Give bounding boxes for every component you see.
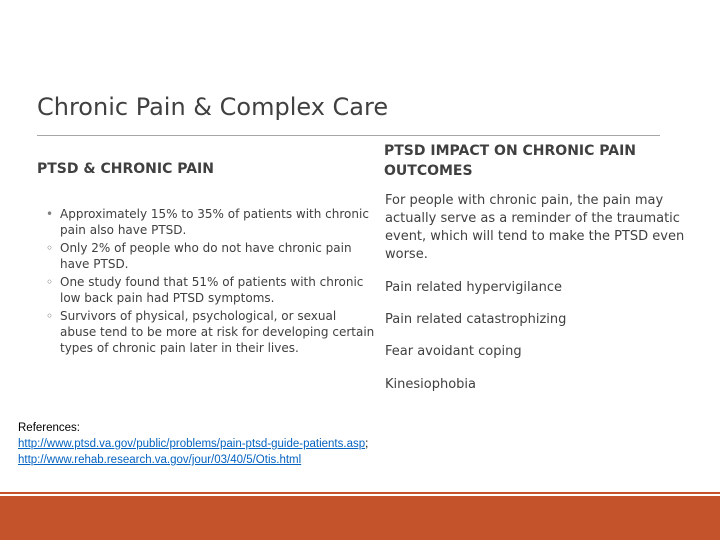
left-bullet-list bbox=[46, 206, 376, 358]
references-line-1 bbox=[18, 436, 708, 452]
footer-accent-line bbox=[0, 492, 720, 494]
references-block bbox=[18, 420, 708, 468]
slide-title: Chronic Pain & Complex Care bbox=[37, 93, 389, 121]
list-item bbox=[46, 240, 376, 272]
reference-link-1[interactable]: http://www.ptsd.va.gov/public/problems/pain-ptsd-guide-patients.asp bbox=[18, 438, 366, 450]
list-item bbox=[46, 308, 376, 356]
list-item-text: One study found that 51% of patients with chronic low back pain had PTSD symptoms. bbox=[60, 275, 364, 305]
sub-bullet-icon: ◦ bbox=[46, 241, 54, 255]
sub-bullet-icon: ◦ bbox=[46, 309, 54, 323]
outcome-item: Pain related catastrophizing bbox=[385, 312, 567, 327]
list-item-text: Only 2% of people who do not have chronic pain have PTSD. bbox=[60, 241, 352, 271]
title-divider bbox=[37, 135, 660, 136]
outcome-item: Fear avoidant coping bbox=[385, 344, 522, 359]
list-item bbox=[46, 206, 376, 238]
list-item bbox=[46, 274, 376, 306]
left-section-heading: PTSD & CHRONIC PAIN bbox=[37, 161, 214, 177]
right-section-heading: PTSD IMPACT ON CHRONIC PAIN OUTCOMES bbox=[384, 143, 637, 179]
references-line-2 bbox=[18, 452, 708, 468]
reference-separator: ; bbox=[365, 438, 369, 450]
sub-bullet-icon: ◦ bbox=[46, 275, 54, 289]
list-item-text: Approximately 15% to 35% of patients with chronic pain also have PTSD. bbox=[60, 207, 369, 237]
references-label: References: bbox=[18, 422, 81, 434]
list-item-text: Survivors of physical, psychological, or sexual abuse tend to be more at risk for developing certain types of chronic pain later in their lives. bbox=[60, 309, 375, 355]
outcome-item: Kinesiophobia bbox=[385, 377, 476, 392]
footer-accent-band bbox=[0, 496, 720, 540]
right-paragraph: For people with chronic pain, the pain may actually serve as a reminder of the traumatic event, which will tend to make the PTSD even worse. bbox=[385, 193, 685, 262]
bullet-icon: • bbox=[46, 207, 54, 221]
outcome-item: Pain related hypervigilance bbox=[385, 280, 562, 295]
reference-link-2[interactable]: http://www.rehab.research.va.gov/jour/03/40/5/Otis.html bbox=[18, 454, 302, 466]
